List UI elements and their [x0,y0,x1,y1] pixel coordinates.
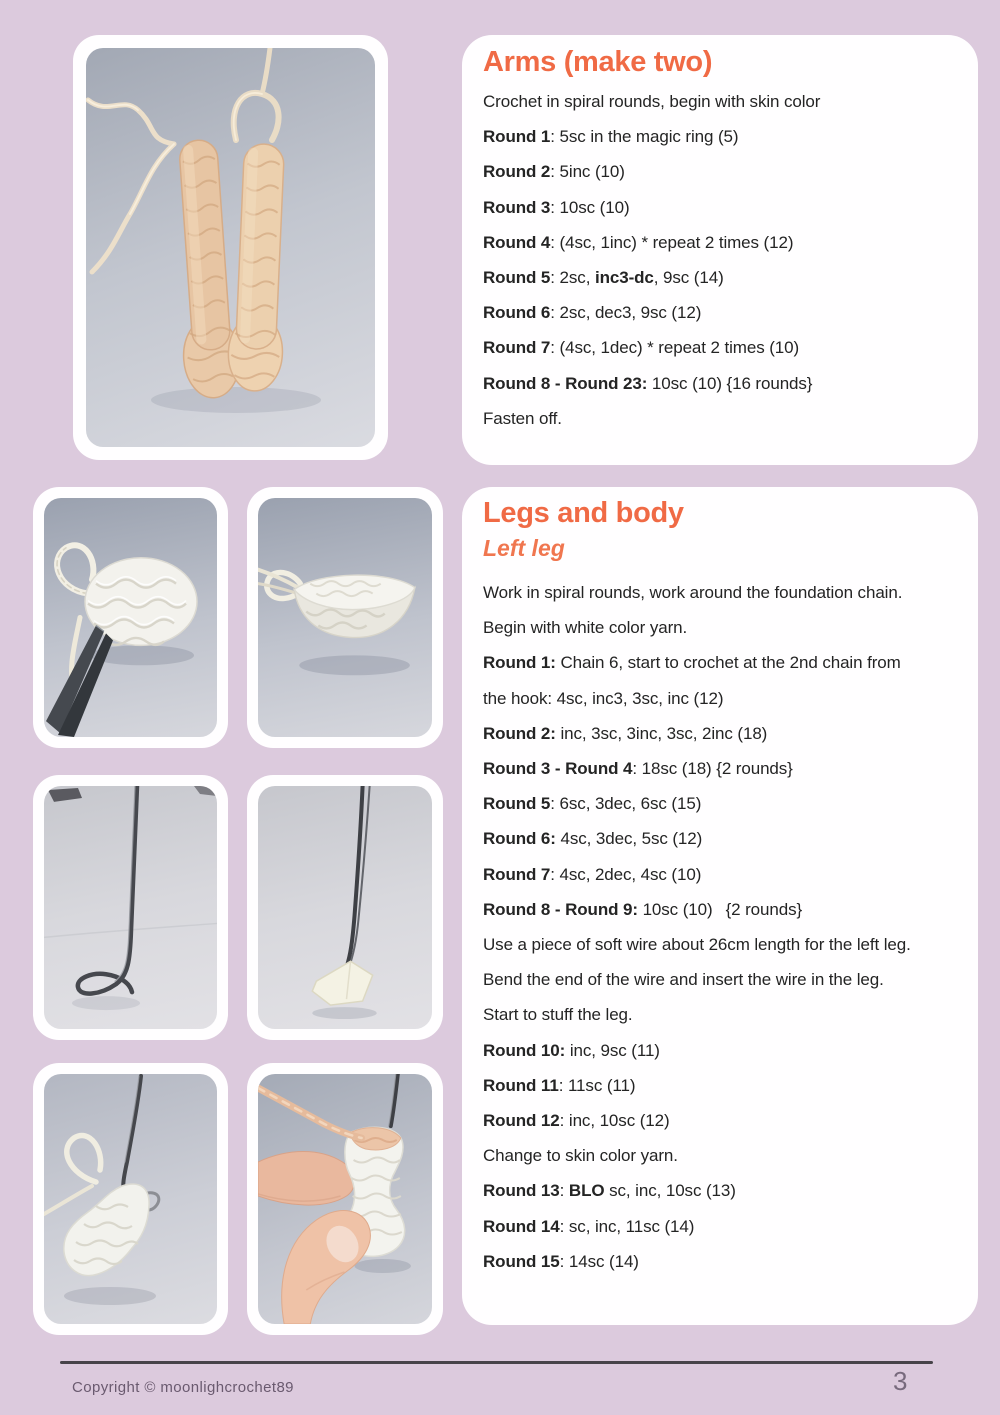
pattern-line-bold-segment: Round 5 [483,268,551,288]
pattern-line [483,786,958,821]
pattern-line-bold-segment: Round 4 [483,232,551,252]
pattern-line-segment: : 6sc, 3dec, 6sc (15) [550,794,702,814]
pattern-line-segment: : (4sc, 1dec) * repeat 2 times (10) [550,338,800,358]
photo-wire-bent-loop [33,775,228,1040]
pattern-line [483,1138,958,1173]
pattern-line-segment: Begin with white color yarn. [483,618,688,638]
photo-foot-oval-tweezers [33,487,228,748]
pattern-line [483,997,958,1032]
pattern-line-segment: Fasten off. [483,408,562,428]
pattern-line [483,225,958,260]
pattern-line-bold-segment: Round 6: [483,829,556,849]
photo-foot-oval-tweezers-image [44,498,217,737]
pattern-line-segment: : [559,1181,569,1201]
pattern-line-segment: Use a piece of soft wire about 26cm length for the left leg. [483,935,911,955]
pattern-line-bold-segment: Round 13 [483,1181,560,1201]
pattern-line [483,1068,958,1103]
pattern-line-segment: : 5sc in the magic ring (5) [550,127,739,147]
wire-shape [347,786,370,968]
page-number: 3 [893,1366,908,1396]
pattern-line-segment: the hook: 4sc, inc3, 3sc, inc (12) [483,688,724,708]
right-arm-shape [227,143,292,392]
pattern-line [483,751,958,786]
legs-section-title: Legs and body [483,497,684,529]
pattern-line-segment: 10sc (10) {2 rounds} [637,899,803,919]
pattern-line-bold-segment: Round 12 [483,1111,560,1131]
pattern-line-bold-segment: Round 7 [483,338,551,358]
footer-copyright: Copyright © moonlighcrochet89 [72,1379,294,1396]
pattern-line [483,681,958,716]
pattern-line [483,119,958,154]
wire-shape [78,786,137,994]
pattern-line-segment: 4sc, 3dec, 5sc (12) [555,829,703,849]
pattern-line [483,575,958,610]
pattern-line-bold-segment: Round 2: [483,723,556,743]
photo-leg-wire-image [44,1074,217,1324]
arms-photo-illustration [86,48,375,447]
wire-shape [389,1074,398,1126]
pattern-line-segment: : 10sc (10) [550,197,630,217]
pattern-line-bold-segment: Round 3 - Round 4 [483,759,633,779]
pattern-line [483,716,958,751]
photo-foot-oval-side-image [258,498,432,737]
pattern-line-segment: : sc, inc, 11sc (14) [559,1216,695,1236]
arms-instructions [483,84,958,436]
pattern-line [483,1173,958,1208]
pattern-line [483,1244,958,1279]
arms-section-title: Arms (make two) [483,46,713,78]
pattern-line-segment: inc, 9sc (11) [565,1040,660,1060]
pattern-line [483,927,958,962]
photo-wire-taped-end [247,775,443,1040]
pattern-line [483,610,958,645]
clamp-shape [48,788,82,802]
pattern-line [483,154,958,189]
pattern-line-bold-segment: Round 14 [483,1216,560,1236]
shadow-shape [151,387,321,413]
pattern-line-bold-segment: Round 2 [483,162,551,182]
tape-shape [312,961,372,1005]
wire-bent-illustration [44,786,217,1029]
pattern-line-segment: : (4sc, 1inc) * repeat 2 times (12) [550,232,794,252]
pattern-line-segment: : 18sc (18) {2 rounds} [632,759,793,779]
tweezers-shape [46,625,113,737]
pattern-line-bold-segment: Round 11 [483,1075,559,1095]
pattern-line-bold-segment: Round 8 - Round 9: [483,899,638,919]
pattern-line [483,84,958,119]
wire-taped-illustration [258,786,432,1029]
pattern-line-bold-segment: Round 1: [483,653,556,673]
crochet-bootie-shape [64,1184,149,1276]
pattern-line-segment: : 4sc, 2dec, 4sc (10) [550,864,702,884]
pattern-line-bold-segment: Round 15 [483,1251,560,1271]
pattern-line [483,645,958,680]
pattern-line-segment: Chain 6, start to crochet at the 2nd chain from [555,653,901,673]
photo-leg-hand-image [258,1074,432,1324]
photo-leg-wire-inserted [33,1063,228,1335]
pattern-line-segment: 10sc (10) {16 rounds} [647,373,813,393]
pattern-line-bold-segment: Round 1 [483,127,551,147]
pattern-line-segment: : 2sc, [550,268,595,288]
shadow-shape [299,655,410,675]
photo-wire-bent-image [44,786,217,1029]
shadow-shape [312,1007,376,1019]
yarn-loop-shape [258,570,300,599]
pattern-line-segment: , 9sc (14) [653,268,724,288]
pattern-line-segment: : 11sc (11) [558,1075,636,1095]
foot-oval-side-illustration [258,498,432,737]
shadow-shape [72,996,140,1010]
yarn-loop-shape [44,1136,101,1214]
pattern-line [483,962,958,997]
pattern-line-segment: sc, inc, 10sc (13) [604,1181,736,1201]
legs-instructions [483,575,958,1279]
clamp-shape-2 [194,786,217,796]
pattern-line [483,821,958,856]
peach-yarn-shape [258,1088,362,1138]
pattern-line [483,1033,958,1068]
shadow-shape [64,1287,156,1305]
pattern-line-segment: inc, 3sc, 3inc, 3sc, 2inc (18) [555,723,768,743]
pattern-line [483,1103,958,1138]
pattern-line-segment: Bend the end of the wire and insert the wire in the leg. [483,970,884,990]
pattern-line [483,260,958,295]
pattern-line-segment: : inc, 10sc (12) [559,1111,670,1131]
pattern-line-segment: : 14sc (14) [559,1251,639,1271]
index-finger-shape [258,1152,354,1206]
photo-wire-taped-image [258,786,432,1029]
pattern-line [483,401,958,436]
pattern-line [483,1209,958,1244]
pattern-line-segment: : 5inc (10) [550,162,625,182]
photo-foot-oval-side [247,487,443,748]
legs-section-panel [462,487,978,1325]
pattern-line-segment: Work in spiral rounds, work around the foundation chain. [483,583,903,602]
pattern-line [483,330,958,365]
photo-arms-image [86,48,375,447]
arms-section-panel [462,35,978,465]
photo-leg-held-in-hand [247,1063,443,1335]
footer-divider [60,1361,933,1364]
pattern-line-bold-segment: Round 3 [483,197,551,217]
pattern-line [483,857,958,892]
pattern-line-bold-segment: Round 8 - Round 23: [483,373,648,393]
pattern-line-bold-segment: Round 7 [483,864,551,884]
pattern-line [483,190,958,225]
pattern-line-bold-segment: BLO [568,1181,605,1201]
left-leg-subtitle: Left leg [483,535,565,561]
pattern-line-bold-segment: Round 5 [483,794,551,814]
leg-wire-illustration [44,1074,217,1324]
pattern-line-bold-segment: Round 10: [483,1040,566,1060]
pattern-line [483,295,958,330]
pattern-line-segment: : 2sc, dec3, 9sc (12) [550,303,702,323]
crochet-cup-shape [294,575,415,637]
foot-oval-tweezers-illustration [44,498,217,737]
pattern-line [483,892,958,927]
pattern-line-segment: Change to skin color yarn. [483,1146,678,1166]
pattern-line-segment: Crochet in spiral rounds, begin with skin color [483,92,821,111]
pattern-line [483,366,958,401]
photo-arms-crochet-pieces [73,35,388,460]
pattern-line-bold-segment: inc3-dc [594,268,654,288]
leg-hand-illustration [258,1074,432,1324]
shadow-shape [355,1259,411,1273]
pattern-line-bold-segment: Round 6 [483,303,551,323]
pattern-line-segment: Start to stuff the leg. [483,1005,633,1025]
